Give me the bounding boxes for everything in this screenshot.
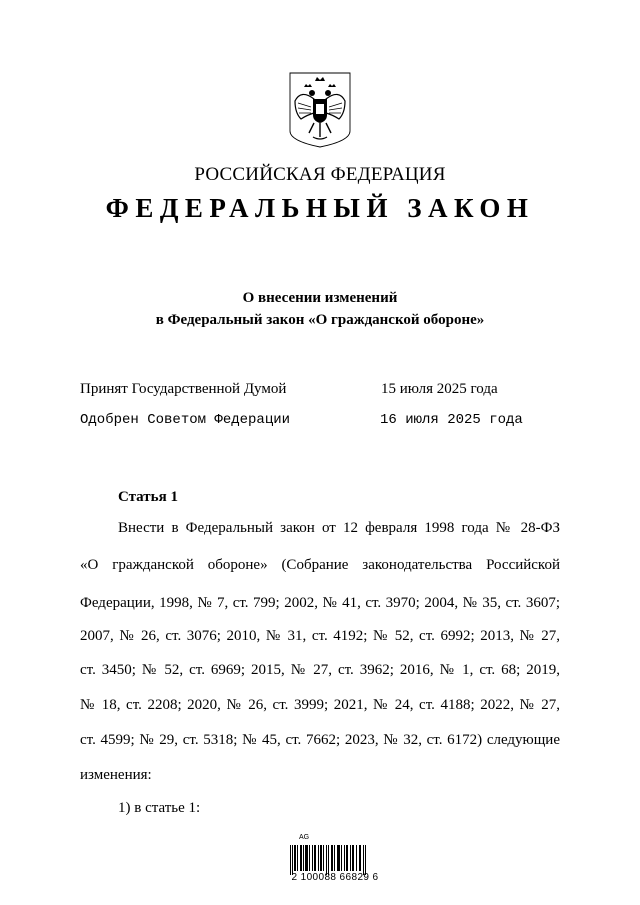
- law-title-line-1: О внесении изменений: [242, 290, 398, 306]
- article-text-line: № 18, ст. 2208; 2020, № 26, ст. 3999; 2021, № 24, ст. 4188; 2022, № 27,: [80, 697, 560, 713]
- adopted-date: 15 июля 2025 года: [381, 381, 498, 397]
- article-text-line: Федерации, 1998, № 7, ст. 799; 2002, № 41, ст. 3970; 2004, № 35, ст. 3607;: [80, 595, 560, 611]
- approved-by-federation-council-label: Одобрен Советом Федерации: [80, 412, 291, 428]
- article-text-line: изменения:: [80, 767, 152, 783]
- article-text-line: ст. 3450; № 52, ст. 6969; 2015, № 27, ст. 3962; 2016, № 1, ст. 68; 2019,: [80, 662, 560, 678]
- country-heading: РОССИЙСКАЯ ФЕДЕРАЦИЯ: [194, 164, 446, 185]
- list-item: 1) в статье 1:: [118, 800, 201, 816]
- law-title-line-2: в Федеральный закон «О гражданской обороне»: [155, 312, 485, 328]
- document-type-heading: ФЕДЕРАЛЬНЫЙ ЗАКОН: [105, 193, 535, 223]
- article-text-line: Внести в Федеральный закон от 12 февраля 1998 года № 28-ФЗ: [118, 520, 560, 536]
- adopted-by-duma-label: Принят Государственной Думой: [80, 381, 287, 397]
- barcode-mark: AG: [299, 834, 310, 841]
- approved-date: 16 июля 2025 года: [380, 412, 523, 428]
- barcode-number: 2 100088 66829 6: [291, 872, 379, 883]
- article-text-line: «О гражданской обороне» (Собрание законодательства Российской: [80, 557, 560, 573]
- article-text-line: 2007, № 26, ст. 3076; 2010, № 31, ст. 4192; № 52, ст. 6992; 2013, № 27,: [80, 628, 560, 644]
- coat-of-arms-emblem: [287, 71, 353, 148]
- article-text-line: ст. 4599; № 29, ст. 5318; № 45, ст. 7662; 2023, № 32, ст. 6172) следующие: [80, 732, 560, 748]
- article-heading: Статья 1: [118, 489, 178, 505]
